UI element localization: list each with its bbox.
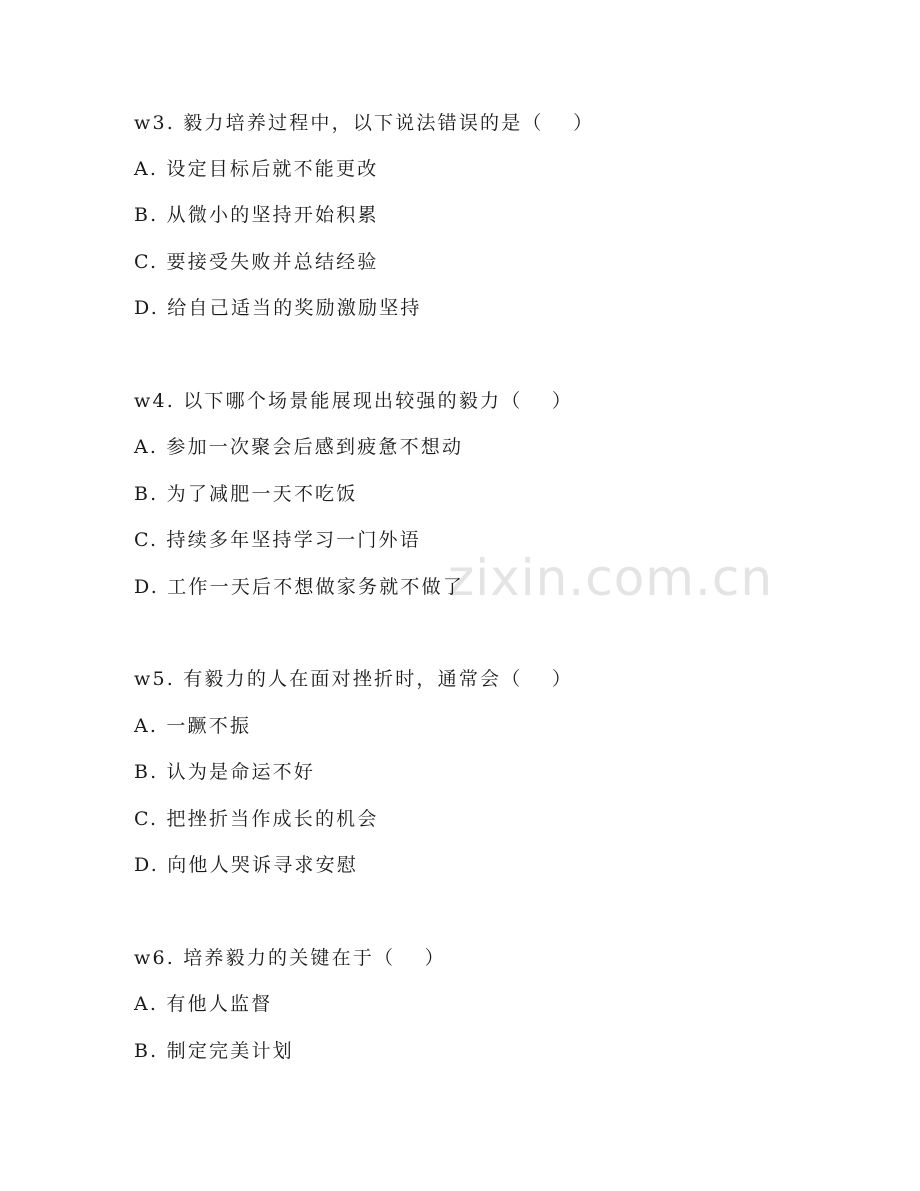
question-stem-w3: w3. 毅力培养过程中，以下说法错误的是（ ） <box>134 112 595 134</box>
option-w5-d: D. 向他人哭诉寻求安慰 <box>134 854 359 876</box>
option-w3-b: B. 从微小的坚持开始积累 <box>134 204 379 226</box>
question-stem-w5: w5. 有毅力的人在面对挫折时，通常会（ ） <box>134 668 574 690</box>
option-w5-a: A. 一蹶不振 <box>134 715 252 737</box>
question-stem-w6: w6. 培养毅力的关键在于（ ） <box>134 947 446 969</box>
question-stem-w4: w4. 以下哪个场景能展现出较强的毅力（ ） <box>134 390 574 412</box>
watermark: zixin.com.cn <box>448 549 774 607</box>
option-w3-d: D. 给自己适当的奖励激励坚持 <box>134 297 422 319</box>
option-w5-b: B. 认为是命运不好 <box>134 761 316 783</box>
option-w6-b: B. 制定完美计划 <box>134 1040 294 1062</box>
option-w4-a: A. 参加一次聚会后感到疲惫不想动 <box>134 436 464 458</box>
option-w4-d: D. 工作一天后不想做家务就不做了 <box>134 576 465 598</box>
option-w6-a: A. 有他人监督 <box>134 993 273 1015</box>
option-w5-c: C. 把挫折当作成长的机会 <box>134 808 379 830</box>
option-w4-c: C. 持续多年坚持学习一门外语 <box>134 529 421 551</box>
option-w3-a: A. 设定目标后就不能更改 <box>134 158 379 180</box>
option-w4-b: B. 为了减肥一天不吃饭 <box>134 483 358 505</box>
option-w3-c: C. 要接受失败并总结经验 <box>134 251 379 273</box>
